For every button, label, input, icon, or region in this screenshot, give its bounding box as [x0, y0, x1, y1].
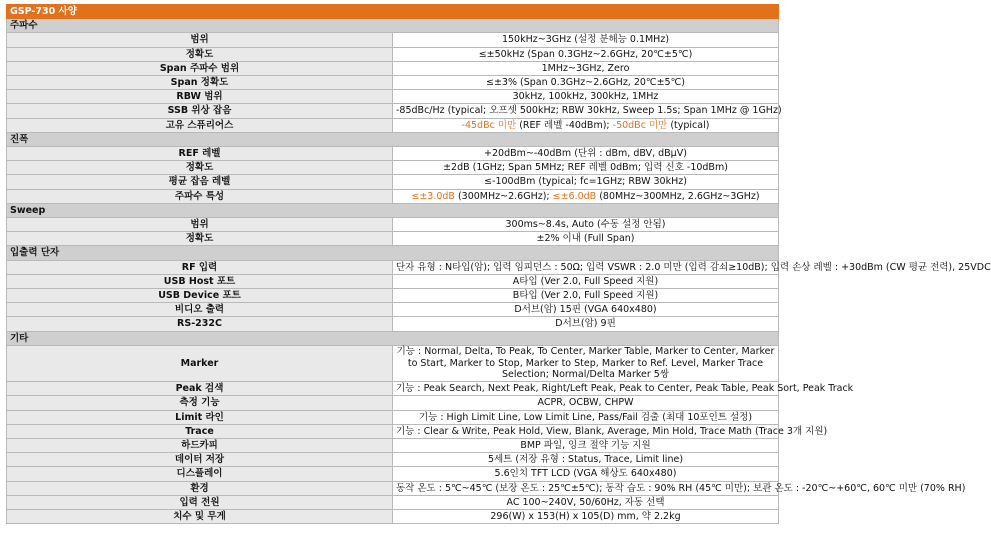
row-label: 환경: [7, 481, 393, 495]
table-title: GSP-730 사양: [7, 5, 779, 19]
row-label: 치수 및 무게: [7, 510, 393, 524]
table-row: [7, 481, 779, 495]
row-value: ±2dB (1GHz; Span 5MHz; REF 레벨 0dBm; 입력 신호 -10dBm): [393, 161, 779, 175]
section-row: [7, 331, 779, 345]
table-row: [7, 317, 779, 331]
value-text: (300MHz~2.6GHz);: [454, 190, 553, 202]
row-value: 기능 : Clear & Write, Peak Hold, View, Blank, Average, Min Hold, Trace Math (Trace 3개 지원): [393, 424, 779, 438]
row-label: 평균 잡음 레벨: [7, 175, 393, 189]
value-text: (REF 레벨 -40dBm);: [516, 119, 613, 131]
section-freq: 주파수: [7, 19, 779, 33]
row-label: USB Device 포트: [7, 289, 393, 303]
table-row: [7, 161, 779, 175]
table-row: [7, 439, 779, 453]
row-label: Peak 검색: [7, 382, 393, 396]
row-value: AC 100~240V, 50/60Hz, 자동 선택: [393, 495, 779, 509]
table-row: [7, 260, 779, 274]
table-row: [7, 467, 779, 481]
row-label: 데이터 저장: [7, 453, 393, 467]
row-label: 디스플레이: [7, 467, 393, 481]
table-row: [7, 289, 779, 303]
row-label: Trace: [7, 424, 393, 438]
row-value: 동작 온도 : 5℃~45℃ (보장 온도 : 25℃±5℃); 동작 습도 : 90% RH (45℃ 미만); 보관 온도 : -20℃~+60℃, 60℃ 미만 (70% RH): [393, 481, 779, 495]
row-value: 296(W) x 153(H) x 105(D) mm, 약 2.2kg: [393, 510, 779, 524]
highlight-value: -45dBc 미만: [461, 119, 517, 131]
row-value: A타입 (Ver 2.0, Full Speed 지원): [393, 274, 779, 288]
row-value: D서브(암) 9핀: [393, 317, 779, 331]
table-row: [7, 33, 779, 47]
table-row: [7, 189, 779, 203]
table-row: [7, 410, 779, 424]
row-value: 300ms~8.4s, Auto (수동 설정 안됨): [393, 218, 779, 232]
table-row: [7, 382, 779, 396]
section-io: 입출력 단자: [7, 246, 779, 260]
row-value: ≤-100dBm (typical; fc=1GHz; RBW 30kHz): [393, 175, 779, 189]
section-row: [7, 132, 779, 146]
row-value: ±2% 이내 (Full Span): [393, 232, 779, 246]
highlight-value: ≤±3.0dB: [411, 190, 455, 202]
row-label: 측정 기능: [7, 396, 393, 410]
row-label: USB Host 포트: [7, 274, 393, 288]
row-label: 정확도: [7, 232, 393, 246]
table-row: [7, 61, 779, 75]
table-row: [7, 495, 779, 509]
row-value: ≤±3% (Span 0.3GHz~2.6GHz, 20℃±5℃): [393, 76, 779, 90]
table-row: [7, 424, 779, 438]
highlight-value: ≤±6.0dB: [552, 190, 597, 202]
table-row: [7, 47, 779, 61]
row-label: RS-232C: [7, 317, 393, 331]
row-value: 기능 : Peak Search, Next Peak, Right/Left Peak, Peak to Center, Peak Table, Peak Sort, Peak Track: [393, 382, 779, 396]
row-label: Limit 라인: [7, 410, 393, 424]
row-label: Span 정확도: [7, 76, 393, 90]
row-value: 150kHz~3GHz (설정 분해능 0.1MHz): [393, 33, 779, 47]
table-row: [7, 175, 779, 189]
section-sweep: Sweep: [7, 203, 779, 217]
table-row: [7, 303, 779, 317]
row-value: BMP 파일, 잉크 절약 기능 지원: [393, 439, 779, 453]
table-row: [7, 274, 779, 288]
row-label: 정확도: [7, 47, 393, 61]
row-label: 하드카피: [7, 439, 393, 453]
section-row: [7, 246, 779, 260]
section-row: [7, 203, 779, 217]
table-row: [7, 90, 779, 104]
row-value: -85dBc/Hz (typical; 오프셋 500kHz; RBW 30kHz, Sweep 1.5s; Span 1MHz @ 1GHz): [393, 104, 779, 118]
row-value: 기능 : High Limit Line, Low Limit Line, Pass/Fail 검출 (최대 10포인트 설정): [393, 410, 779, 424]
table-row: [7, 510, 779, 524]
row-value: B타입 (Ver 2.0, Full Speed 지원): [393, 289, 779, 303]
row-value-highlighted: [393, 118, 779, 132]
spec-table: [6, 4, 991, 524]
row-value: +20dBm~-40dBm (단위 : dBm, dBV, dBμV): [393, 147, 779, 161]
row-label: 정확도: [7, 161, 393, 175]
table-row: [7, 104, 779, 118]
row-label: 주파수 특성: [7, 189, 393, 203]
table-row: [7, 118, 779, 132]
row-value: 기능 : Normal, Delta, To Peak, To Center, Marker Table, Marker to Center, Marker to Start, Marker to Stop, Marker to Step, Marker to Ref. Level, Marker Trace Selection; Normal/Delta Marker 5쌍: [393, 345, 779, 381]
row-value: 단자 유형 : N타입(암); 입력 임피던스 : 50Ω; 입력 VSWR : 2.0 미만 (입력 감쇠≥10dB); 입력 손상 레벨 : +30dBm (CW 평균 전력), 25VDC: [393, 260, 779, 274]
section-row: [7, 19, 779, 33]
row-label: RF 입력: [7, 260, 393, 274]
row-value: 5.6인치 TFT LCD (VGA 해상도 640x480): [393, 467, 779, 481]
row-label: SSB 위상 잡음: [7, 104, 393, 118]
table-row: [7, 345, 779, 381]
row-label: 비디오 출력: [7, 303, 393, 317]
table-row: [7, 218, 779, 232]
row-value: 1MHz~3GHz, Zero: [393, 61, 779, 75]
row-value: 30kHz, 100kHz, 300kHz, 1MHz: [393, 90, 779, 104]
row-label: 입력 전원: [7, 495, 393, 509]
title-row: [7, 5, 779, 19]
row-label: REF 레벨: [7, 147, 393, 161]
row-label: RBW 범위: [7, 90, 393, 104]
row-label: 고유 스퓨리어스: [7, 118, 393, 132]
section-amp: 진폭: [7, 132, 779, 146]
row-value: ACPR, OCBW, CHPW: [393, 396, 779, 410]
table-row: [7, 453, 779, 467]
row-value-highlighted: [393, 189, 779, 203]
value-text: (80MHz~300MHz, 2.6GHz~3GHz): [596, 190, 760, 202]
row-label: Span 주파수 범위: [7, 61, 393, 75]
value-text: (typical): [667, 119, 710, 131]
table-row: [7, 396, 779, 410]
row-value: ≤±50kHz (Span 0.3GHz~2.6GHz, 20℃±5℃): [393, 47, 779, 61]
table-row: [7, 232, 779, 246]
row-value: D서브(암) 15핀 (VGA 640x480): [393, 303, 779, 317]
highlight-value: -50dBc 미만: [612, 119, 668, 131]
row-label: 범위: [7, 218, 393, 232]
row-label: Marker: [7, 345, 393, 381]
table-row: [7, 76, 779, 90]
row-value: 5세트 (저장 유형 : Status, Trace, Limit line): [393, 453, 779, 467]
row-label: 범위: [7, 33, 393, 47]
section-misc: 기타: [7, 331, 779, 345]
table-row: [7, 147, 779, 161]
